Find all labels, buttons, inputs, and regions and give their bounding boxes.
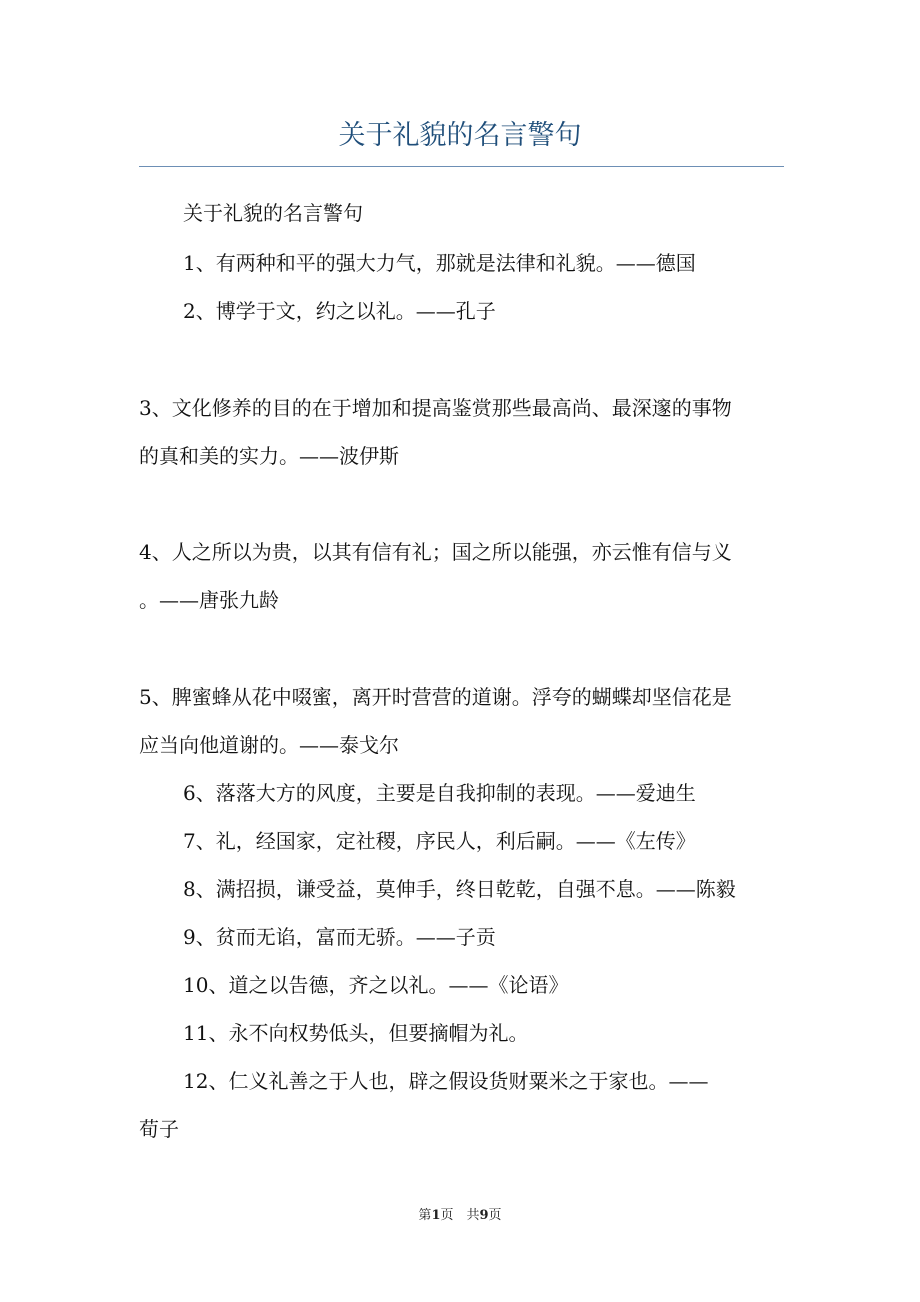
title-underline <box>139 166 784 167</box>
quote-line-9: 9、贫而无谄，富而无骄。——子贡 <box>183 925 496 949</box>
quote-line-11: 11、永不向权势低头，但要摘帽为礼。 <box>183 1021 529 1045</box>
quote-line-3b: 的真和美的实力。——波伊斯 <box>139 444 399 468</box>
page-prefix: 第 <box>418 1208 432 1223</box>
page-suffix: 页 <box>488 1208 502 1223</box>
quote-line-10: 10、道之以告德，齐之以礼。——《论语》 <box>183 973 569 997</box>
quote-line-3a: 3、文化修养的目的在于增加和提高鉴赏那些最高尚、最深邃的事物 <box>139 396 732 420</box>
quote-line-7: 7、礼，经国家，定社稷，序民人，利后嗣。——《左传》 <box>183 829 696 853</box>
quote-line-1: 1、有两种和平的强大力气，那就是法律和礼貌。——德国 <box>183 251 696 275</box>
quote-line-5a: 5、脾蜜蜂从花中啜蜜，离开时营营的道谢。浮夸的蝴蝶却坚信花是 <box>139 685 732 709</box>
page-current: 1 <box>431 1208 441 1223</box>
page-mid: 页 共 <box>440 1208 480 1223</box>
quote-line-12b: 荀子 <box>139 1117 179 1141</box>
quote-line-12a: 12、仁义礼善之于人也，辟之假设货财粟米之于家也。—— <box>183 1069 709 1093</box>
quote-line-8: 8、满招损，谦受益，莫伸手，终日乾乾，自强不息。——陈毅 <box>183 877 736 901</box>
quote-line-5b: 应当向他道谢的。——泰戈尔 <box>139 733 399 757</box>
page-total: 9 <box>479 1208 489 1223</box>
quote-line-4a: 4、人之所以为贵，以其有信有礼；国之所以能强，亦云惟有信与义 <box>139 540 732 564</box>
quote-line-6: 6、落落大方的风度，主要是自我抑制的表现。——爱迪生 <box>183 781 696 805</box>
page-title: 关于礼貌的名言警句 <box>338 120 582 151</box>
page-footer <box>0 1207 920 1225</box>
quote-line-2: 2、博学于文，约之以礼。——孔子 <box>183 299 496 323</box>
subtitle-line: 关于礼貌的名言警句 <box>183 201 363 225</box>
quote-line-4b: 。——唐张九龄 <box>139 588 279 612</box>
